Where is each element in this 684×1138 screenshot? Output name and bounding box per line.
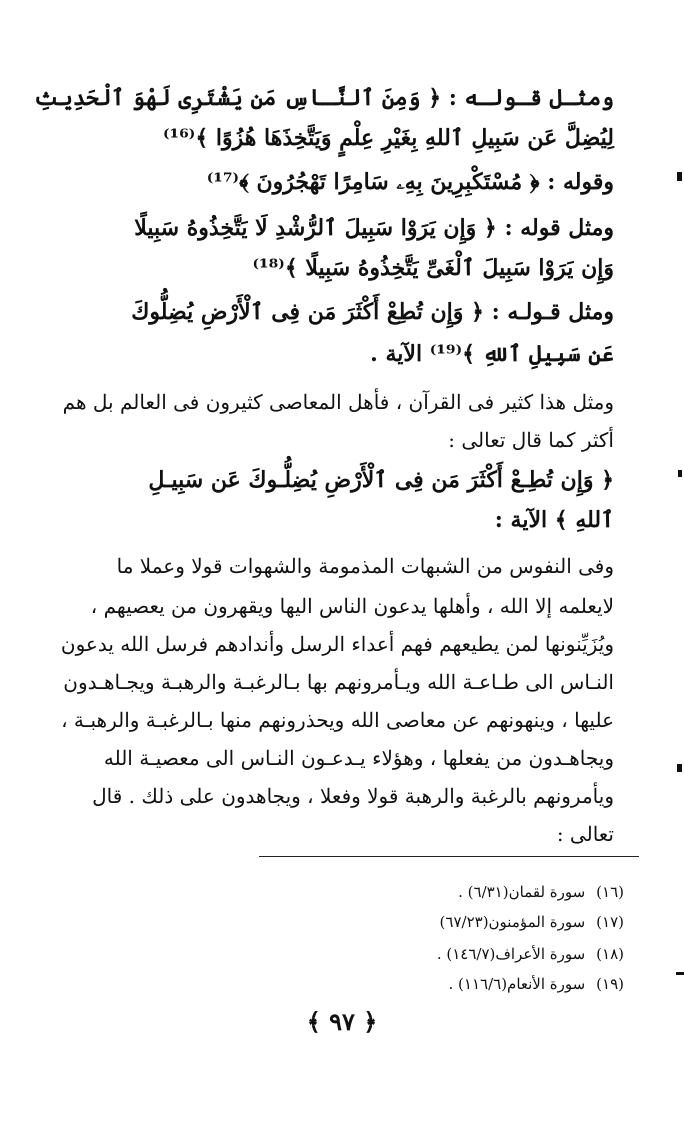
text-line-2: لِيُضِلَّ عَن سَبِيلِ ٱللهِ بِغَيْرِ عِلْمٍ وَيَتَّخِذَهَا هُزُوًا ﴾⁽¹⁶⁾ — [162, 125, 614, 151]
text-line-5: وَإِن يَرَوْا سَبِيلَ ٱلْغَىِّ يَتَّخِذُوهُ سَبِيلًا ﴾⁽¹⁸⁾ — [252, 255, 614, 281]
text-line-7: عَن سَبِيلِ ٱللهِ ﴾⁽¹⁹⁾ الآية . — [370, 341, 614, 367]
footnote-text: سورة الأنعام(١١٦/٦) . — [448, 975, 586, 993]
footnote-number: (١٦) — [596, 883, 624, 901]
text-line-11: ٱللهِ ﴾ الآية : — [494, 507, 614, 533]
text-line-10: ﴿ وَإِن تُطِـعْ أَكْثَرَ مَن فِى ٱلْأَرْضِ يُضِلُّـوكَ عَن سَبِيـلِ — [148, 467, 614, 493]
footnote-number: (١٧) — [596, 913, 624, 931]
page-number: ﴿ ٩٧ ﴾ — [306, 1007, 378, 1036]
footnote-18 — [200, 942, 624, 966]
scan-mark — [677, 764, 682, 772]
footnote-divider — [259, 856, 639, 857]
footnote-17 — [200, 910, 624, 934]
text-line-9: أكثر كما قال تعالى : — [448, 428, 614, 452]
text-line-4: ومثل قوله : ﴿ وَإِن يَرَوْا سَبِيلَ ٱلرُّشْدِ لَا يَتَّخِذُوهُ سَبِيلًا — [134, 215, 614, 241]
text-line-16: عليها ، وينهونهم عن معاصى الله ويحذرونهم منها بـالرغبـة والرهبـة ، — [61, 708, 614, 732]
text-line-3: وقوله : ﴿ مُسْتَكْبِرِينَ بِهِۦ سَامِرًا تَهْجُرُونَ ﴾⁽¹⁷⁾ — [206, 169, 614, 195]
text-line-13: لايعلمه إلا الله ، وأهلها يدعون الناس اليها ويقهرون من يعصيهم ، — [90, 594, 614, 618]
scan-mark — [677, 172, 682, 181]
footnote-text: سورة لقمان(٦/٣١) . — [458, 883, 586, 901]
text-line-1: ومثـل قـولـه : ﴿ وَمِنَ ٱلنَّـاسِ مَن يَشْتَرِى لَهْوَ ٱلْحَدِيثِ — [34, 85, 614, 111]
text-line-19: تعالى : — [556, 822, 614, 846]
footnote-19 — [200, 972, 624, 996]
text-line-8: ومثل هذا كثير فى القرآن ، فأهل المعاصى كثيرون فى العالم بل هم — [62, 390, 614, 414]
text-line-14: ويُزَيِّنونها لمن يطيعهم فهم أعداء الرسل وأندادهم فرسل الله يدعون — [60, 632, 614, 656]
text-line-12: وفى النفوس من الشبهات المذمومة والشهوات قولا وعملا ما — [116, 554, 614, 578]
text-line-17: ويجاهـدون من يفعلها ، وهؤلاء يـدعـون النـاس الى معصيـة الله — [103, 746, 614, 770]
scan-mark — [678, 470, 682, 477]
text-line-15: النـاس الى طـاعـة الله ويـأمرونهم بها بـالرغبـة والرهبـة ويجـاهـدون — [63, 670, 614, 694]
footnote-number: (١٨) — [596, 945, 624, 963]
text-line-18: ويأمرونهم بالرغبة والرهبة قولا وفعلا ، ويجاهدون على ذلك . قال — [92, 784, 614, 808]
footnote-text: سورة المؤمنون(٦٧/٢٣) — [439, 913, 586, 931]
footnote-number: (١٩) — [596, 975, 624, 993]
scan-mark — [676, 972, 684, 975]
text-line-6: ومثل قـولـه : ﴿ وَإِن تُطِعْ أَكْثَرَ مَن فِى ٱلْأَرْضِ يُضِلُّوكَ — [131, 299, 614, 325]
footnote-16 — [200, 880, 624, 904]
footnote-text: سورة الأعراف(١٤٦/٧) . — [436, 945, 586, 963]
